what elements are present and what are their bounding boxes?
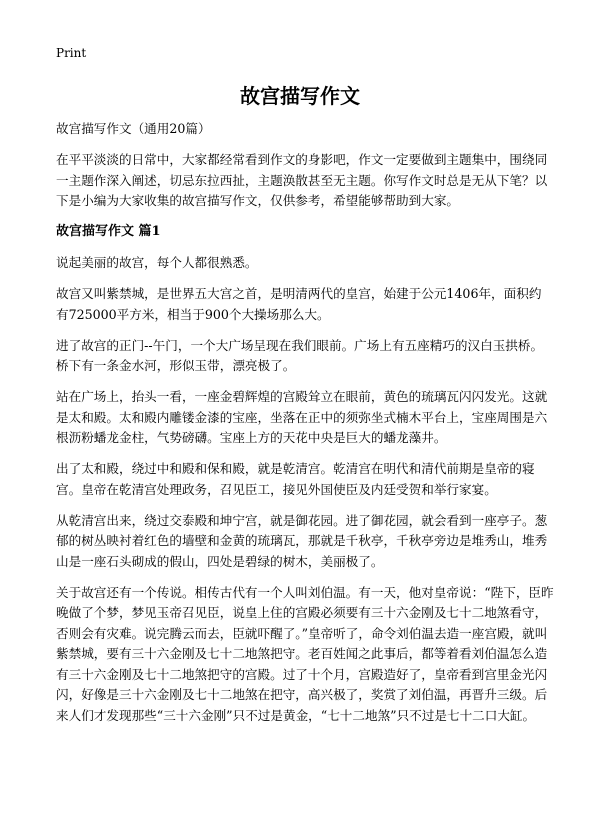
paragraph: 说起美丽的故宫，每个人都很熟悉。 xyxy=(56,255,258,270)
article-subtitle: 故宫描写作文（通用20篇） xyxy=(56,121,211,136)
article-body xyxy=(56,119,554,737)
paragraph: 进了故宫的正门--午门，一个大广场呈现在我们眼前。广场上有五座精巧的汉白玉拱桥。桥下有一条金水河，形似玉带，漂亮极了。 xyxy=(56,337,544,373)
paragraph: 故宫又叫紫禁城，是世界五大宫之首，是明清两代的皇宫，始建于公元1406年，面积约有725000平方米，相当于900个大操场那么大。 xyxy=(56,286,542,322)
print-link[interactable]: Print xyxy=(56,46,87,60)
paragraph: 从乾清宫出来，绕过交泰殿和坤宁宫，就是御花园。进了御花园，就会看到一座亭子。葱郁的树丛映衬着红色的墙壁和金黄的琉璃瓦，那就是千秋亭，千秋亭旁边是堆秀山，堆秀山是一座石头砌成的假山，四处是碧绿的树木，美丽极了。 xyxy=(56,512,548,569)
section-heading: 故宫描写作文 篇1 xyxy=(56,224,161,239)
paragraph: 关于故宫还有一个传说。相传古代有一个人叫刘伯温。有一天，他对皇帝说：“陛下，臣昨晚做了个梦，梦见玉帝召见臣，说皇上住的宫殿必须要有三十六金刚及七十二地煞看守，否则会有灾难。说完腾云而去，臣就吓醒了。”皇帝听了，命令刘伯温去造一座宫殿，就叫紫禁城，要有三十六金刚及七十二地煞把守。老百姓闻之此事后，都等着看刘伯温怎么造有三十六金刚及七十二地煞把守的宫殿。过了十个月，宫殿造好了，皇帝看到宫里金光闪闪，好像是三十六金刚及七十二地煞在把守，高兴极了，奖赏了刘伯温，再晋升三级。后来人们才发现那些“三十六金刚”只不过是黄金，“七十二地煞”只不过是七十二口大缸。 xyxy=(56,584,554,723)
paragraph: 站在广场上，抬头一看，一座金碧辉煌的宫殿耸立在眼前，黄色的琉璃瓦闪闪发光。这就是太和殿。太和殿内雕镂金漆的宝座，坐落在正中的须弥坐式楠木平台上，宝座周围是六根沥粉蟠龙金柱，气势磅礴。宝座上方的天花中央是巨大的蟠龙藻井。 xyxy=(56,389,548,445)
page-title: 故宫描写作文 xyxy=(240,84,360,108)
paragraph: 出了太和殿，绕过中和殿和保和殿，就是乾清宫。乾清宫在明代和清代前期是皇帝的寝宫。皇帝在乾清宫处理政务，召见臣工，接见外国使臣及内廷受贺和举行家宴。 xyxy=(56,461,535,497)
intro-paragraph: 在平平淡淡的日常中，大家都经常看到作文的身影吧，作文一定要做到主题集中，围绕同一主题作深入阐述，切忌东拉西扯，主题涣散甚至无主题。你写作文时总是无从下笔？以下是小编为大家收集的故宫描写作文，仅供参考，希望能够帮助到大家。 xyxy=(56,152,548,208)
